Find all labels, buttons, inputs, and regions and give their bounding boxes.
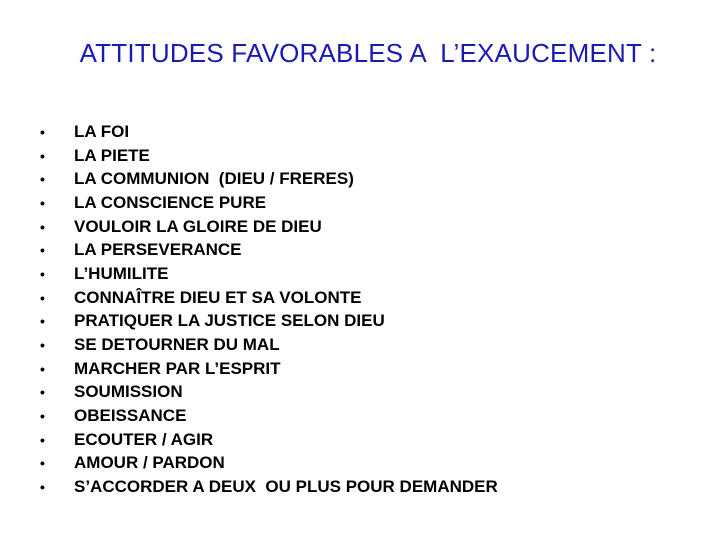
list-item [40, 167, 498, 191]
bullet-icon: • [40, 123, 45, 140]
list-item [40, 215, 498, 239]
list-item-text: OBEISSANCE [74, 406, 187, 426]
bullet-icon: • [40, 171, 45, 188]
bullet-icon: • [40, 194, 45, 211]
bullet-icon: • [40, 289, 45, 306]
list-item-text: LA COMMUNION (DIEU / FRERES) [74, 169, 354, 189]
list-item [40, 262, 498, 286]
list-item [40, 191, 498, 215]
bullet-icon: • [40, 384, 45, 401]
list-item-text: S’ACCORDER A DEUX OU PLUS POUR DEMANDER [74, 477, 498, 497]
slide-title: ATTITUDES FAVORABLES A L’EXAUCEMENT : [79, 38, 657, 68]
bullet-icon: • [40, 313, 45, 330]
bullet-icon: • [40, 431, 45, 448]
bullet-icon: • [40, 360, 45, 377]
list-item [40, 428, 498, 452]
list-item-text: LA CONSCIENCE PURE [74, 192, 267, 212]
bullet-icon: • [40, 218, 45, 235]
list-item-text: LA PERSEVERANCE [74, 240, 242, 260]
bullet-icon: • [40, 455, 45, 472]
list-item [40, 333, 498, 357]
list-item-text: PRATIQUER LA JUSTICE SELON DIEU [74, 311, 385, 331]
list-item-text: MARCHER PAR L’ESPRIT [74, 358, 281, 378]
list-item-text: SOUMISSION [74, 382, 183, 402]
bullet-icon: • [40, 147, 45, 164]
bullet-icon: • [40, 242, 45, 259]
list-item-text: CONNAÎTRE DIEU ET SA VOLONTE [74, 287, 362, 307]
bullet-icon: • [40, 479, 45, 496]
list-item-text: LA PIETE [74, 145, 150, 165]
list-item [40, 475, 498, 499]
list-item [40, 381, 498, 405]
list-item-text: LA FOI [74, 121, 130, 141]
list-item [40, 286, 498, 310]
bullet-list [40, 120, 498, 499]
list-item [40, 120, 498, 144]
list-item-text: L’HUMILITE [74, 263, 169, 283]
list-item [40, 452, 498, 476]
list-item-text: SE DETOURNER DU MAL [74, 335, 280, 355]
bullet-icon: • [40, 408, 45, 425]
bullet-icon: • [40, 337, 45, 354]
list-item [40, 310, 498, 334]
list-item [40, 238, 498, 262]
list-item [40, 144, 498, 168]
list-item [40, 404, 498, 428]
list-item-text: AMOUR / PARDON [74, 453, 225, 473]
list-item-text: VOULOIR LA GLOIRE DE DIEU [74, 216, 322, 236]
bullet-icon: • [40, 265, 45, 282]
list-item [40, 357, 498, 381]
list-item-text: ECOUTER / AGIR [74, 429, 214, 449]
